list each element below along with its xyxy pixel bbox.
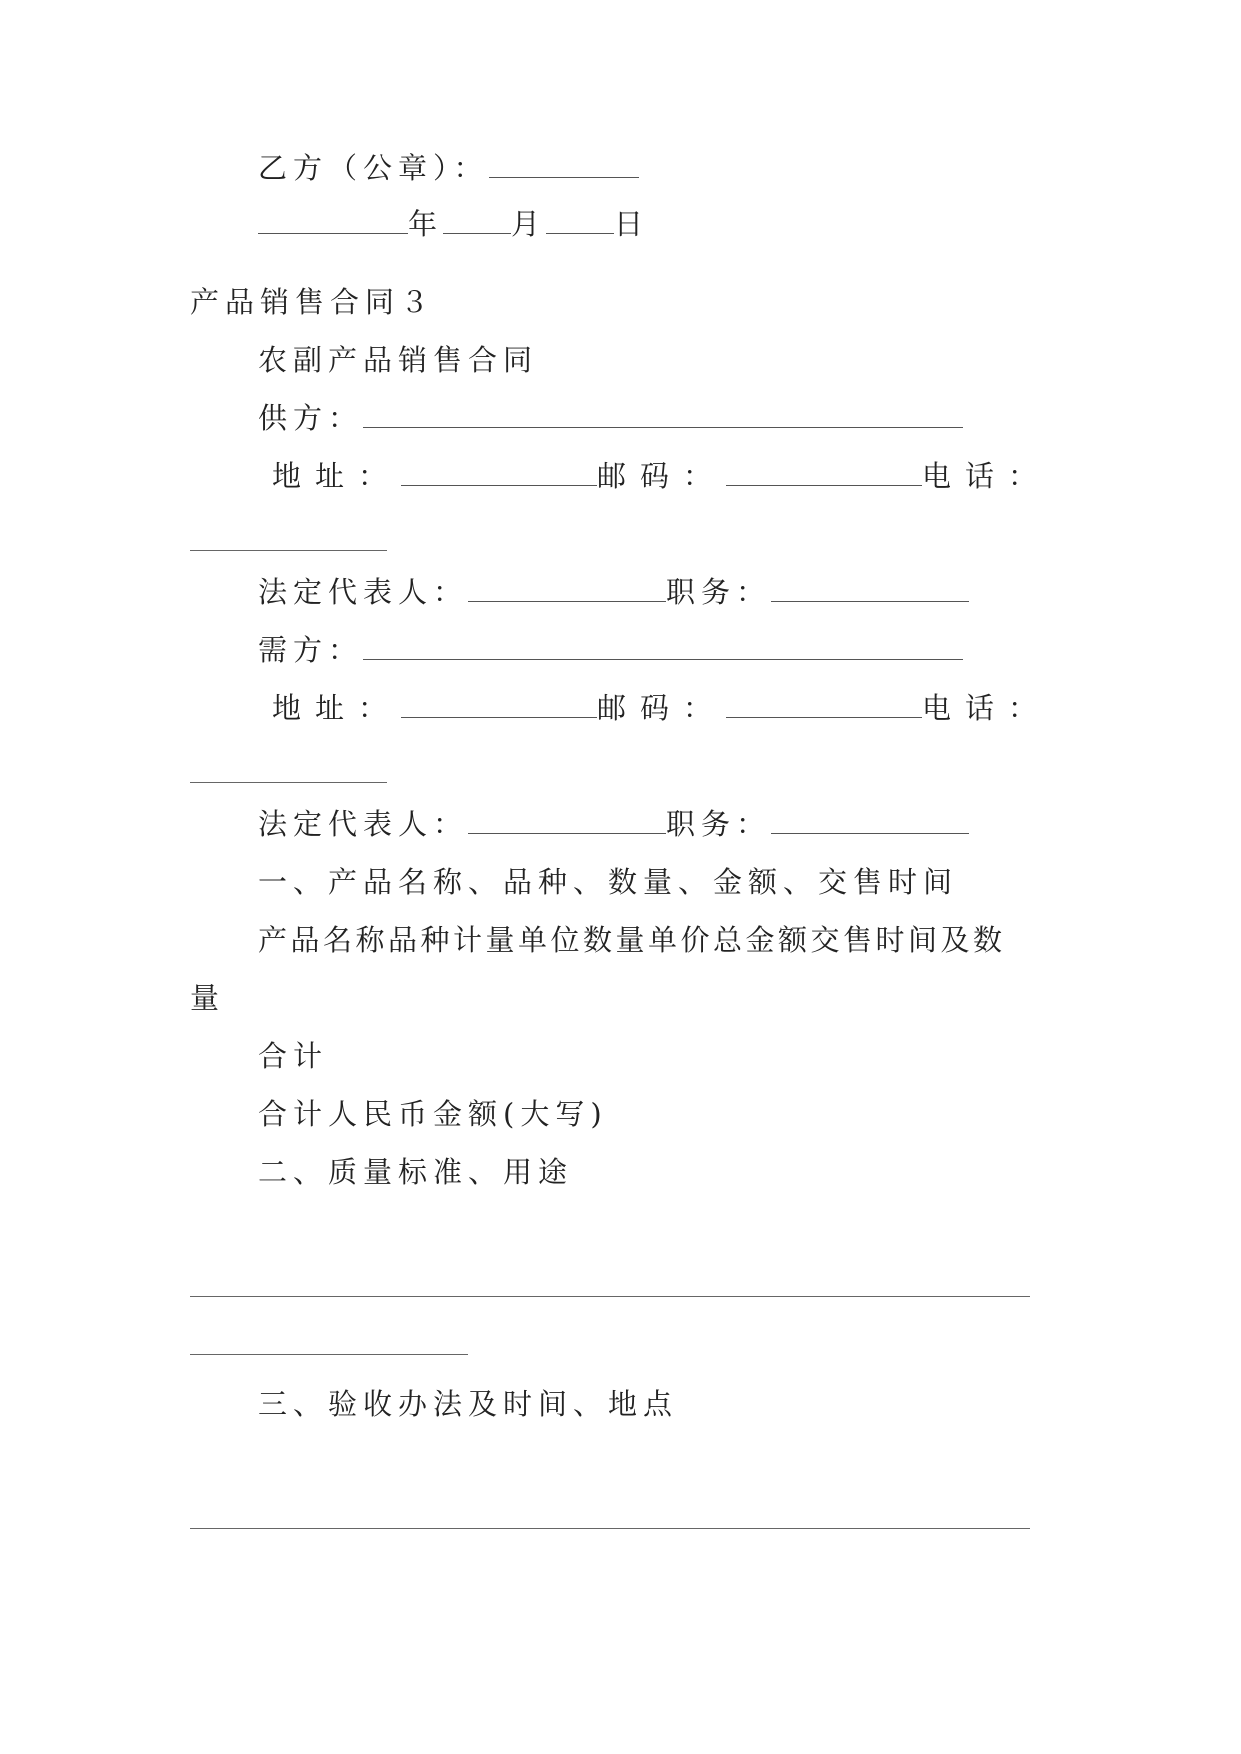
buyer-address-blank[interactable] [401, 689, 597, 718]
buyer-phone-label: 电话： [922, 691, 1052, 725]
section-heading: 产品销售合同３ [190, 285, 436, 319]
party-b-seal-label: 乙方（公章）： [258, 151, 489, 185]
party-b-seal-blank[interactable] [489, 149, 639, 178]
supplier-blank[interactable] [363, 399, 963, 428]
supplier-address-line [272, 456, 1051, 496]
year-blank[interactable] [258, 205, 408, 234]
buyer-position-label: 职务： [666, 807, 772, 841]
supplier-postcode-label: 邮码： [597, 459, 727, 493]
buyer-position-blank[interactable] [771, 805, 969, 834]
buyer-phone-blank[interactable] [190, 782, 387, 783]
date-line [258, 204, 649, 244]
supplier-line [258, 398, 963, 438]
clause-2-title: 二、质量标准、用途 [258, 1155, 574, 1189]
month-label: 月 [511, 207, 547, 241]
buyer-label: 需方： [258, 633, 364, 667]
buyer-postcode-label: 邮码： [597, 691, 727, 725]
total-rmb-row: 合计人民币金额(大写) [258, 1097, 608, 1131]
buyer-address-label: 地址： [272, 691, 402, 725]
clause-2-blank-2[interactable] [190, 1354, 468, 1355]
clause-3-title: 三、验收办法及时间、地点 [258, 1387, 679, 1421]
buyer-rep-line [258, 804, 969, 844]
supplier-address-label: 地址： [272, 459, 402, 493]
buyer-blank[interactable] [363, 631, 963, 660]
total-row: 合计 [258, 1039, 329, 1073]
day-blank[interactable] [546, 205, 614, 234]
supplier-position-label: 职务： [666, 575, 772, 609]
buyer-postcode-blank[interactable] [726, 689, 922, 718]
party-b-seal-line [258, 148, 639, 188]
supplier-position-blank[interactable] [771, 573, 969, 602]
table-header-line-2: 量 [190, 981, 226, 1015]
supplier-label: 供方： [258, 401, 364, 435]
supplier-phone-blank[interactable] [190, 550, 387, 551]
year-label: 年 [408, 207, 444, 241]
clause-1-title: 一、产品名称、品种、数量、金额、交售时间 [258, 865, 959, 899]
supplier-postcode-blank[interactable] [726, 457, 922, 486]
month-blank[interactable] [443, 205, 511, 234]
buyer-line [258, 630, 963, 670]
clause-2-blank-1[interactable] [190, 1296, 1030, 1297]
day-label: 日 [614, 207, 650, 241]
supplier-rep-line [258, 572, 969, 612]
contract-title: 农副产品销售合同 [258, 343, 539, 377]
clause-3-blank-1[interactable] [190, 1528, 1030, 1529]
buyer-rep-blank[interactable] [468, 805, 666, 834]
buyer-rep-label: 法定代表人： [258, 807, 469, 841]
supplier-rep-label: 法定代表人： [258, 575, 469, 609]
supplier-phone-label: 电话： [922, 459, 1052, 493]
table-header-line-1: 产品名称品种计量单位数量单价总金额交售时间及数 [258, 923, 1006, 957]
buyer-address-line [272, 688, 1051, 728]
supplier-address-blank[interactable] [401, 457, 597, 486]
supplier-rep-blank[interactable] [468, 573, 666, 602]
